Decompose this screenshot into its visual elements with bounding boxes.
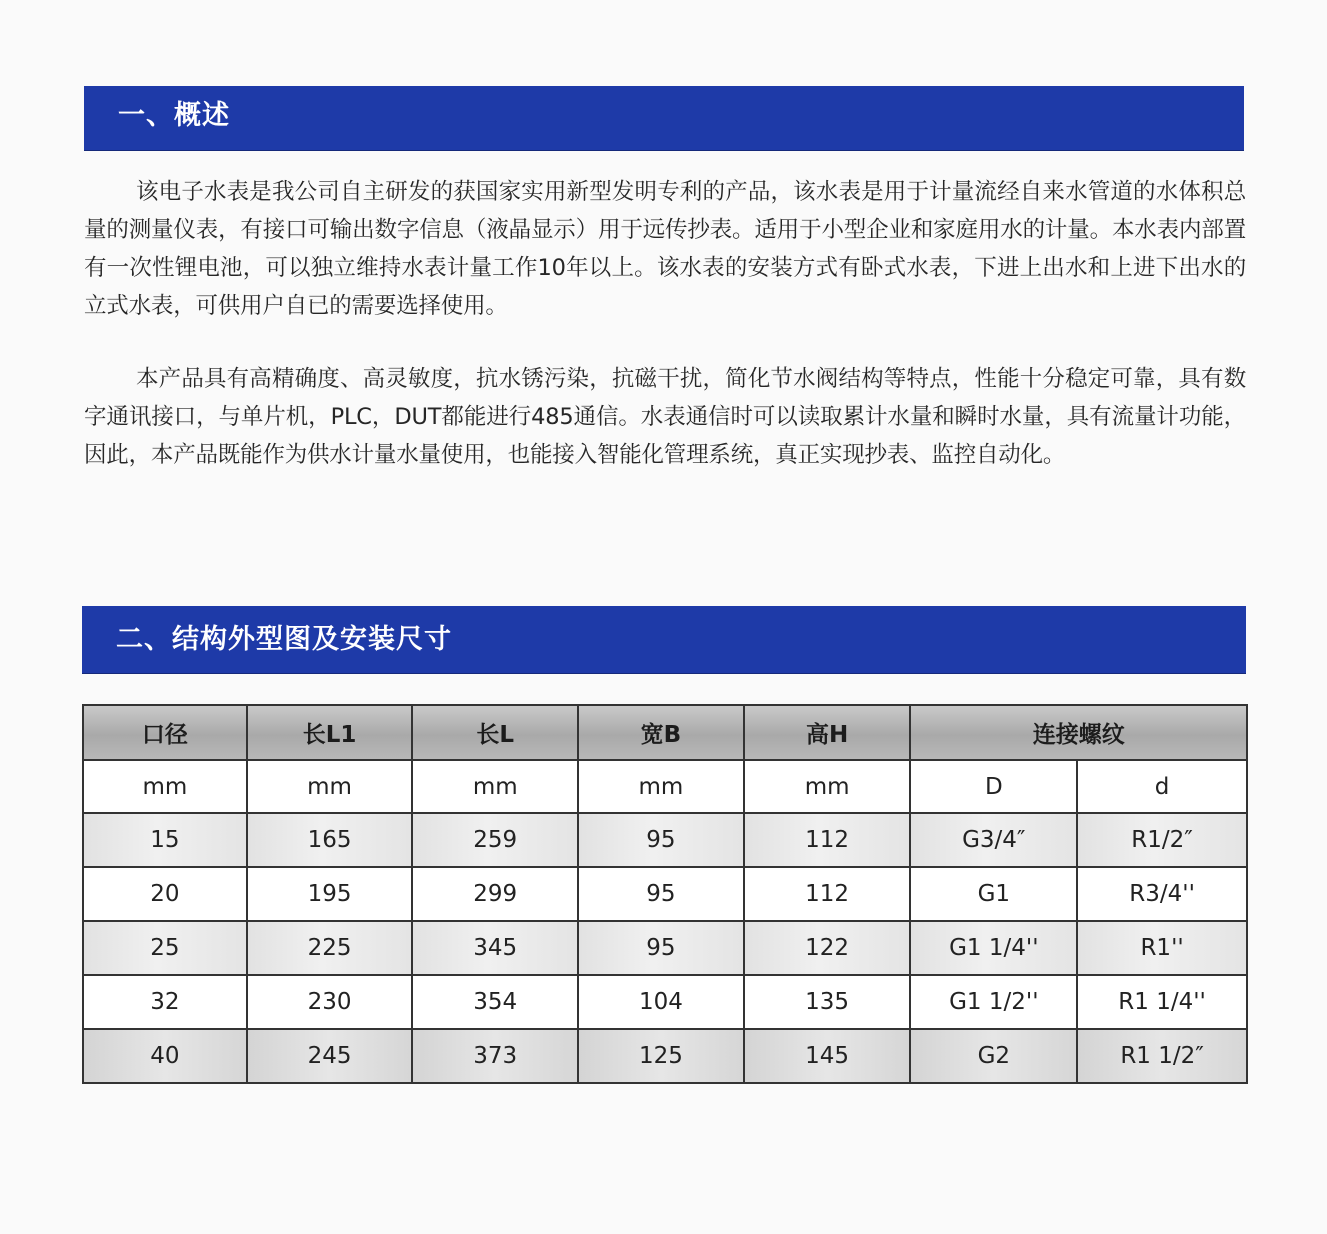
table-cell: 104 bbox=[578, 975, 744, 1029]
header-length-l: 长L bbox=[412, 705, 578, 760]
section-2-banner bbox=[82, 606, 1246, 673]
table-cell: G1 1/2'' bbox=[910, 975, 1077, 1029]
table-cell: R3/4'' bbox=[1077, 867, 1247, 921]
table-row bbox=[83, 1029, 1247, 1083]
table-row bbox=[83, 921, 1247, 975]
table-cell: 299 bbox=[412, 867, 578, 921]
table-cell: 112 bbox=[744, 813, 911, 867]
table-cell: R1 1/4'' bbox=[1077, 975, 1247, 1029]
table-cell: 95 bbox=[578, 867, 744, 921]
unit-cell: mm bbox=[247, 760, 413, 813]
unit-cell-thread-d-lower: d bbox=[1077, 760, 1247, 813]
unit-cell: mm bbox=[412, 760, 578, 813]
overview-paragraph-2: 本产品具有高精确度、高灵敏度，抗水锈污染，抗磁干扰，简化节水阀结构等特点，性能十分稳定可靠，具有数字通讯接口，与单片机，PLC，DUT都能进行485通信。水表通信时可以读取累计水量和瞬时水量，具有流量计功能，因此，本产品既能作为供水计量水量使用，也能接入智能化管理系统，真正实现抄表、监控自动化。 bbox=[84, 366, 1246, 468]
table-cell: 112 bbox=[744, 867, 911, 921]
table-cell: R1/2″ bbox=[1077, 813, 1247, 867]
table-cell: 165 bbox=[247, 813, 413, 867]
table-cell: 245 bbox=[247, 1029, 413, 1083]
table-cell: 373 bbox=[412, 1029, 578, 1083]
section-1-title: 一、概述 bbox=[118, 100, 230, 131]
header-width-b: 宽B bbox=[578, 705, 744, 760]
table-cell: 95 bbox=[578, 813, 744, 867]
unit-cell: mm bbox=[744, 760, 911, 813]
section-2-title: 二、结构外型图及安装尺寸 bbox=[116, 624, 452, 655]
table-cell: 230 bbox=[247, 975, 413, 1029]
section-1-banner bbox=[84, 86, 1244, 150]
table-cell: 32 bbox=[83, 975, 247, 1029]
table-cell: 259 bbox=[412, 813, 578, 867]
table-cell: 125 bbox=[578, 1029, 744, 1083]
header-thread: 连接螺纹 bbox=[910, 705, 1247, 760]
table-cell: R1 1/2″ bbox=[1077, 1029, 1247, 1083]
unit-cell: mm bbox=[578, 760, 744, 813]
table-cell: 122 bbox=[744, 921, 911, 975]
overview-paragraph-1: 该电子水表是我公司自主研发的获国家实用新型发明专利的产品，该水表是用于计量流经自来水管道的水体积总量的测量仪表，有接口可输出数字信息（液晶显示）用于远传抄表。适用于小型企业和家庭用水的计量。本水表内部置有一次性锂电池，可以独立维持水表计量工作10年以上。该水表的安装方式有卧式水表，下进上出水和上进下出水的立式水表，可供用户自已的需要选择使用。 bbox=[84, 179, 1246, 319]
header-diameter: 口径 bbox=[83, 705, 247, 760]
table-cell: R1'' bbox=[1077, 921, 1247, 975]
table-cell: 95 bbox=[578, 921, 744, 975]
table-cell: 135 bbox=[744, 975, 911, 1029]
table-units-row bbox=[83, 760, 1247, 813]
table-header-row bbox=[83, 705, 1247, 760]
table-cell: G3/4″ bbox=[910, 813, 1077, 867]
table-cell: 195 bbox=[247, 867, 413, 921]
table-cell: 345 bbox=[412, 921, 578, 975]
unit-cell: mm bbox=[83, 760, 247, 813]
dimensions-table bbox=[82, 704, 1248, 1084]
header-length-l1: 长L1 bbox=[247, 705, 413, 760]
header-height-h: 高H bbox=[744, 705, 911, 760]
table-cell: G2 bbox=[910, 1029, 1077, 1083]
table-row bbox=[83, 975, 1247, 1029]
table-cell: G1 1/4'' bbox=[910, 921, 1077, 975]
table-cell: 15 bbox=[83, 813, 247, 867]
table-cell: G1 bbox=[910, 867, 1077, 921]
table-cell: 145 bbox=[744, 1029, 911, 1083]
unit-cell-thread-d-upper: D bbox=[910, 760, 1077, 813]
table-cell: 225 bbox=[247, 921, 413, 975]
table-cell: 25 bbox=[83, 921, 247, 975]
table-row bbox=[83, 867, 1247, 921]
table-cell: 20 bbox=[83, 867, 247, 921]
table-row bbox=[83, 813, 1247, 867]
table-cell: 40 bbox=[83, 1029, 247, 1083]
table-cell: 354 bbox=[412, 975, 578, 1029]
